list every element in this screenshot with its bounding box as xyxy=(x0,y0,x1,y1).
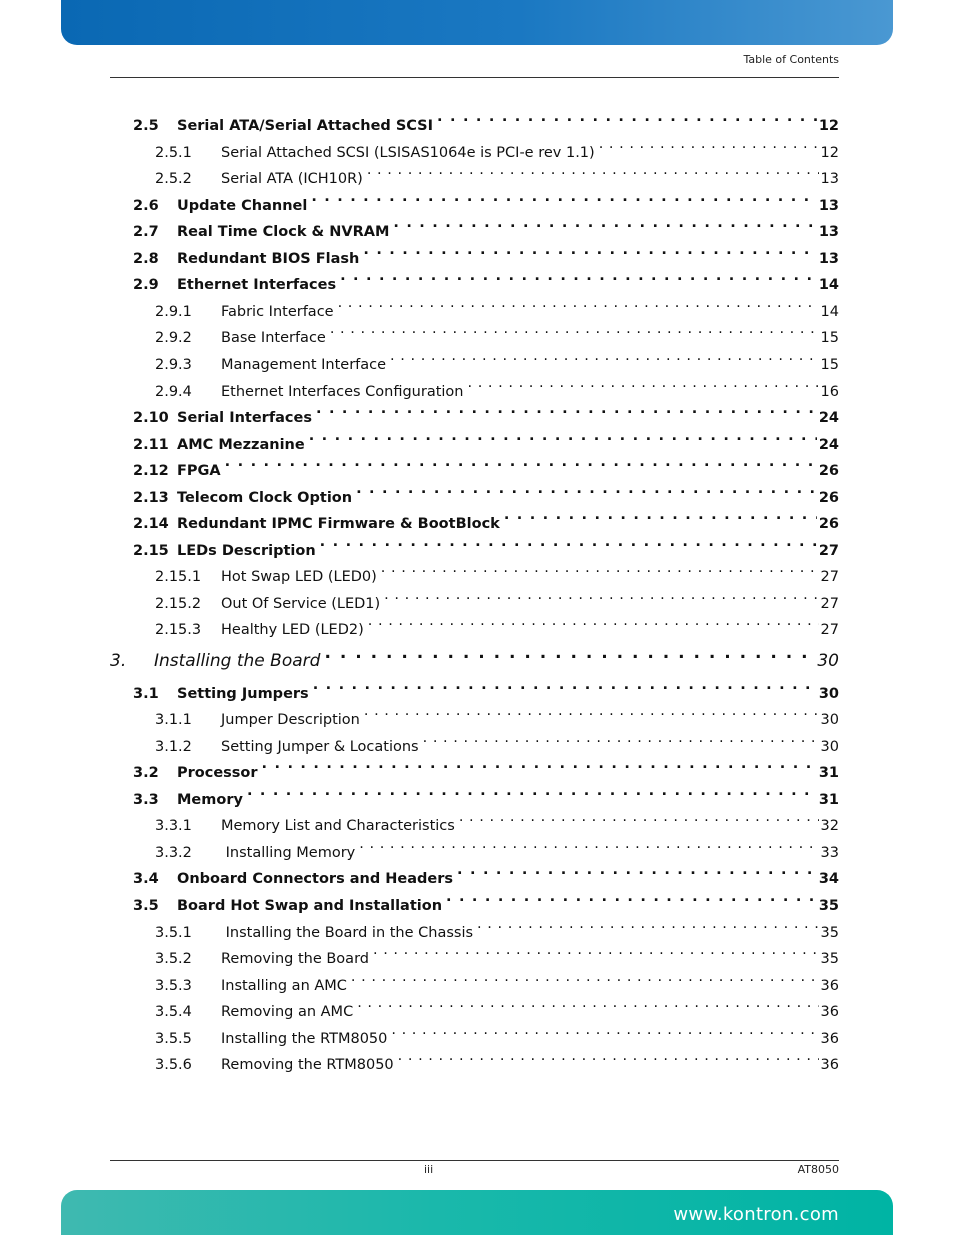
footer-page-number: iii xyxy=(424,1163,434,1176)
toc-entry[interactable] xyxy=(110,778,839,808)
toc-entry[interactable] xyxy=(110,1043,839,1074)
toc-entry-page: 14 xyxy=(818,277,839,294)
toc-entry-page: 36 xyxy=(820,977,839,994)
toc-entry-number: 2.15 xyxy=(133,542,169,559)
toc-entry-page: 27 xyxy=(820,622,839,639)
toc-entry[interactable] xyxy=(110,157,839,188)
toc-dot-leader xyxy=(442,884,817,910)
toc-entry-title: Out Of Service (LED1) xyxy=(221,595,381,612)
toc-entry-title: FPGA xyxy=(177,463,221,480)
toc-entry-title: Base Interface xyxy=(221,330,326,347)
header-rule xyxy=(110,77,839,78)
toc-entry[interactable] xyxy=(110,423,839,453)
toc-dot-leader xyxy=(464,370,819,396)
toc-entry-page: 27 xyxy=(820,569,839,586)
toc-entry[interactable] xyxy=(110,672,839,702)
toc-dot-leader xyxy=(320,640,815,666)
bottom-banner xyxy=(61,1190,893,1235)
toc-entry[interactable] xyxy=(110,263,839,294)
toc-entry-number: 2.9.2 xyxy=(155,330,192,347)
toc-dot-leader xyxy=(380,582,818,608)
toc-dot-leader xyxy=(389,210,816,236)
website-link[interactable]: www.kontron.com xyxy=(673,1204,839,1225)
toc-entry-page: 24 xyxy=(818,436,839,453)
toc-dot-leader xyxy=(386,343,819,369)
toc-entry-page: 26 xyxy=(818,516,839,533)
toc-entry[interactable] xyxy=(110,396,839,427)
toc-entry-page: 33 xyxy=(820,844,839,861)
toc-entry-number: 3.1.1 xyxy=(155,712,192,729)
toc-entry-title: Memory xyxy=(177,791,243,808)
toc-entry-number: 3.1 xyxy=(133,685,159,702)
top-banner xyxy=(61,0,893,45)
toc-entry-title: Installing the Board xyxy=(154,651,321,671)
toc-entry-title: Setting Jumpers xyxy=(177,685,309,702)
toc-entry-page: 13 xyxy=(818,250,839,267)
toc-entry-page: 26 xyxy=(818,489,839,506)
toc-entry-number: 2.15.3 xyxy=(155,622,202,639)
toc-entry-title: Redundant BIOS Flash xyxy=(177,250,360,267)
toc-entry-page: 27 xyxy=(818,542,839,559)
toc-entry-number: 2.5.2 xyxy=(155,171,192,188)
toc-entry-number: 3.3.2 xyxy=(155,844,192,861)
toc-entry[interactable] xyxy=(110,131,839,161)
toc-entry-title: Telecom Clock Option xyxy=(177,489,353,506)
toc-entry-number: 3.3.1 xyxy=(155,818,192,835)
toc-dot-leader xyxy=(243,778,817,804)
toc-entry-title: Removing the Board xyxy=(221,951,369,968)
toc-entry-number: 2.9 xyxy=(133,277,159,294)
toc-dot-leader xyxy=(326,316,819,342)
toc-entry-number: 2.10 xyxy=(133,410,169,427)
toc-entry-title: Hot Swap LED (LED0) xyxy=(221,569,377,586)
toc-entry-page: 24 xyxy=(818,410,839,427)
toc-dot-leader xyxy=(258,751,817,777)
toc-entry[interactable] xyxy=(110,725,839,755)
toc-entry[interactable] xyxy=(110,104,839,134)
toc-entry-title: Redundant IPMC Firmware & BootBlock xyxy=(177,516,500,533)
toc-entry[interactable] xyxy=(110,964,839,994)
toc-dot-leader xyxy=(369,937,819,963)
toc-entry-title: Serial Interfaces xyxy=(177,410,312,427)
toc-dot-leader xyxy=(352,476,817,502)
toc-entry-number: 3.1.2 xyxy=(155,738,192,755)
toc-entry-number: 2.13 xyxy=(133,489,169,506)
toc-entry-page: 26 xyxy=(818,463,839,480)
toc-entry[interactable] xyxy=(110,911,839,941)
toc-entry[interactable] xyxy=(110,640,839,671)
toc-entry-page: 32 xyxy=(820,818,839,835)
toc-entry[interactable] xyxy=(110,210,839,241)
toc-entry-number: 3.2 xyxy=(133,765,159,782)
toc-entry-page: 35 xyxy=(820,924,839,941)
toc-entry-title: Installing the RTM8050 xyxy=(221,1030,388,1047)
toc-entry[interactable] xyxy=(110,290,839,320)
toc-dot-leader xyxy=(334,290,819,316)
toc-dot-leader xyxy=(387,1017,818,1043)
toc-entry-page: 12 xyxy=(818,118,839,134)
toc-entry-number: 3.5.1 xyxy=(155,924,192,941)
toc-entry-title: Serial ATA (ICH10R) xyxy=(221,171,363,188)
toc-entry-number: 3.5 xyxy=(133,897,159,914)
toc-dot-leader xyxy=(455,804,819,830)
toc-entry-title: Jumper Description xyxy=(221,712,360,729)
toc-dot-leader xyxy=(363,157,819,183)
toc-entry-page: 13 xyxy=(818,197,839,214)
toc-entry-number: 2.5 xyxy=(133,118,159,134)
toc-entry-page: 14 xyxy=(820,303,839,320)
toc-entry-number: 3.5.6 xyxy=(155,1057,192,1074)
toc-entry-page: 35 xyxy=(820,951,839,968)
toc-dot-leader xyxy=(347,964,819,990)
toc-entry-page: 13 xyxy=(820,171,839,188)
toc-entry-number: 2.9.3 xyxy=(155,356,192,373)
toc-entry[interactable] xyxy=(110,698,839,729)
toc-entry[interactable] xyxy=(110,184,839,214)
toc-entry-number: 3.5.5 xyxy=(155,1030,192,1047)
toc-entry-page: 31 xyxy=(818,791,839,808)
toc-dot-leader xyxy=(364,608,819,634)
toc-entry[interactable] xyxy=(110,370,839,400)
toc-dot-leader xyxy=(595,131,819,157)
toc-entry-page: 36 xyxy=(820,1057,839,1074)
toc-entry-title: Removing the RTM8050 xyxy=(221,1057,394,1074)
toc-entry-title: Removing an AMC xyxy=(221,1004,354,1021)
toc-entry-number: 2.9.1 xyxy=(155,303,192,320)
toc-dot-leader xyxy=(312,396,817,422)
toc-entry[interactable] xyxy=(110,1017,839,1047)
toc-entry-number: 3.4 xyxy=(133,871,159,888)
footer-rule xyxy=(110,1160,839,1161)
toc-entry-number: 3.5.2 xyxy=(155,951,192,968)
toc-entry-number: 2.14 xyxy=(133,516,169,533)
toc-entry[interactable] xyxy=(110,937,839,968)
toc-entry-page: 36 xyxy=(820,1004,839,1021)
toc-dot-leader xyxy=(353,990,818,1016)
toc-entry-number: 3. xyxy=(110,651,127,671)
toc-entry-title: Board Hot Swap and Installation xyxy=(177,897,443,914)
toc-entry-page: 16 xyxy=(820,383,839,400)
toc-entry-page: 31 xyxy=(818,765,839,782)
toc-entry-page: 30 xyxy=(820,738,839,755)
toc-entry-page: 15 xyxy=(820,356,839,373)
toc-entry-title: LEDs Description xyxy=(177,542,316,559)
toc-entry-page: 34 xyxy=(818,871,839,888)
toc-entry-page: 27 xyxy=(820,595,839,612)
toc-entry-number: 3.3 xyxy=(133,791,159,808)
toc-entry-page: 30 xyxy=(818,685,839,702)
toc-entry-number: 2.9.4 xyxy=(155,383,192,400)
toc-dot-leader xyxy=(221,449,817,475)
toc-entry-title: Processor xyxy=(177,765,258,782)
toc-entry-title: Installing Memory xyxy=(221,844,356,861)
toc-entry-page: 36 xyxy=(820,1030,839,1047)
toc-entry[interactable] xyxy=(110,857,839,888)
toc-entry[interactable] xyxy=(110,555,839,586)
toc-entry-title: Fabric Interface xyxy=(221,303,334,320)
toc-entry[interactable] xyxy=(110,476,839,506)
toc-dot-leader xyxy=(336,263,817,289)
toc-entry-number: 2.15.2 xyxy=(155,595,202,612)
toc-entry-number: 2.11 xyxy=(133,436,169,453)
toc-entry-number: 3.5.3 xyxy=(155,977,192,994)
toc-dot-leader xyxy=(316,529,817,555)
toc-entry[interactable] xyxy=(110,582,839,612)
toc-dot-leader xyxy=(360,698,819,724)
toc-dot-leader xyxy=(307,184,816,210)
toc-dot-leader xyxy=(453,857,817,883)
toc-dot-leader xyxy=(309,672,817,698)
toc-entry-title: Setting Jumper & Locations xyxy=(221,738,419,755)
footer-product-name: AT8050 xyxy=(797,1163,839,1176)
toc-entry[interactable] xyxy=(110,343,839,373)
toc-entry[interactable] xyxy=(110,237,839,267)
toc-entry[interactable] xyxy=(110,831,839,861)
toc-entry-page: 13 xyxy=(818,224,839,241)
toc-dot-leader xyxy=(419,725,819,751)
toc-dot-leader xyxy=(377,555,819,581)
toc-dot-leader xyxy=(359,237,816,263)
toc-entry-title: Update Channel xyxy=(177,197,308,214)
toc-entry-number: 2.5.1 xyxy=(155,144,192,161)
toc-entry-page: 35 xyxy=(818,897,839,914)
toc-dot-leader xyxy=(473,911,819,937)
toc-entry-page: 30 xyxy=(820,712,839,729)
toc-entry[interactable] xyxy=(110,804,839,835)
toc-entry-number: 2.6 xyxy=(133,197,159,214)
toc-entry-title: AMC Mezzanine xyxy=(177,436,305,453)
toc-entry-number: 2.15.1 xyxy=(155,569,202,586)
toc-entry-title: Serial Attached SCSI (LSISAS1064e is PCI-e rev 1.1) xyxy=(221,144,595,161)
toc-entry-title: Ethernet Interfaces xyxy=(177,277,337,294)
toc-entry-title: Onboard Connectors and Headers xyxy=(177,871,454,888)
toc-entry-page: 30 xyxy=(817,651,839,671)
toc-entry-title: Memory List and Characteristics xyxy=(221,818,455,835)
toc-entry-page: 12 xyxy=(820,144,839,161)
toc-entry[interactable] xyxy=(110,990,839,1021)
toc-entry-number: 2.8 xyxy=(133,250,159,267)
toc-dot-leader xyxy=(305,423,817,449)
toc-entry[interactable] xyxy=(110,608,839,639)
toc-dot-leader xyxy=(355,831,818,857)
toc-entry-title: Serial ATA/Serial Attached SCSI xyxy=(177,118,434,134)
header-section-label: Table of Contents xyxy=(743,53,839,66)
toc-entry-title: Ethernet Interfaces Configuration xyxy=(221,383,464,400)
toc-entry-page: 15 xyxy=(820,330,839,347)
toc-entry[interactable] xyxy=(110,449,839,480)
toc-entry[interactable] xyxy=(110,751,839,782)
toc-dot-leader xyxy=(433,104,817,130)
toc-dot-leader xyxy=(394,1043,819,1069)
toc-entry-title: Healthy LED (LED2) xyxy=(221,622,364,639)
toc-entry-title: Management Interface xyxy=(221,356,387,373)
toc-entry-number: 2.12 xyxy=(133,463,169,480)
toc-entry-number: 2.7 xyxy=(133,224,159,241)
toc-entry[interactable] xyxy=(110,316,839,347)
toc-entry[interactable] xyxy=(110,502,839,533)
toc-entry-number: 3.5.4 xyxy=(155,1004,192,1021)
toc-entry[interactable] xyxy=(110,529,839,559)
toc-entry-title: Installing the Board in the Chassis xyxy=(221,924,474,941)
toc-entry-title: Real Time Clock & NVRAM xyxy=(177,224,390,241)
toc-entry-title: Installing an AMC xyxy=(221,977,347,994)
toc-dot-leader xyxy=(500,502,817,528)
toc-entry[interactable] xyxy=(110,884,839,914)
